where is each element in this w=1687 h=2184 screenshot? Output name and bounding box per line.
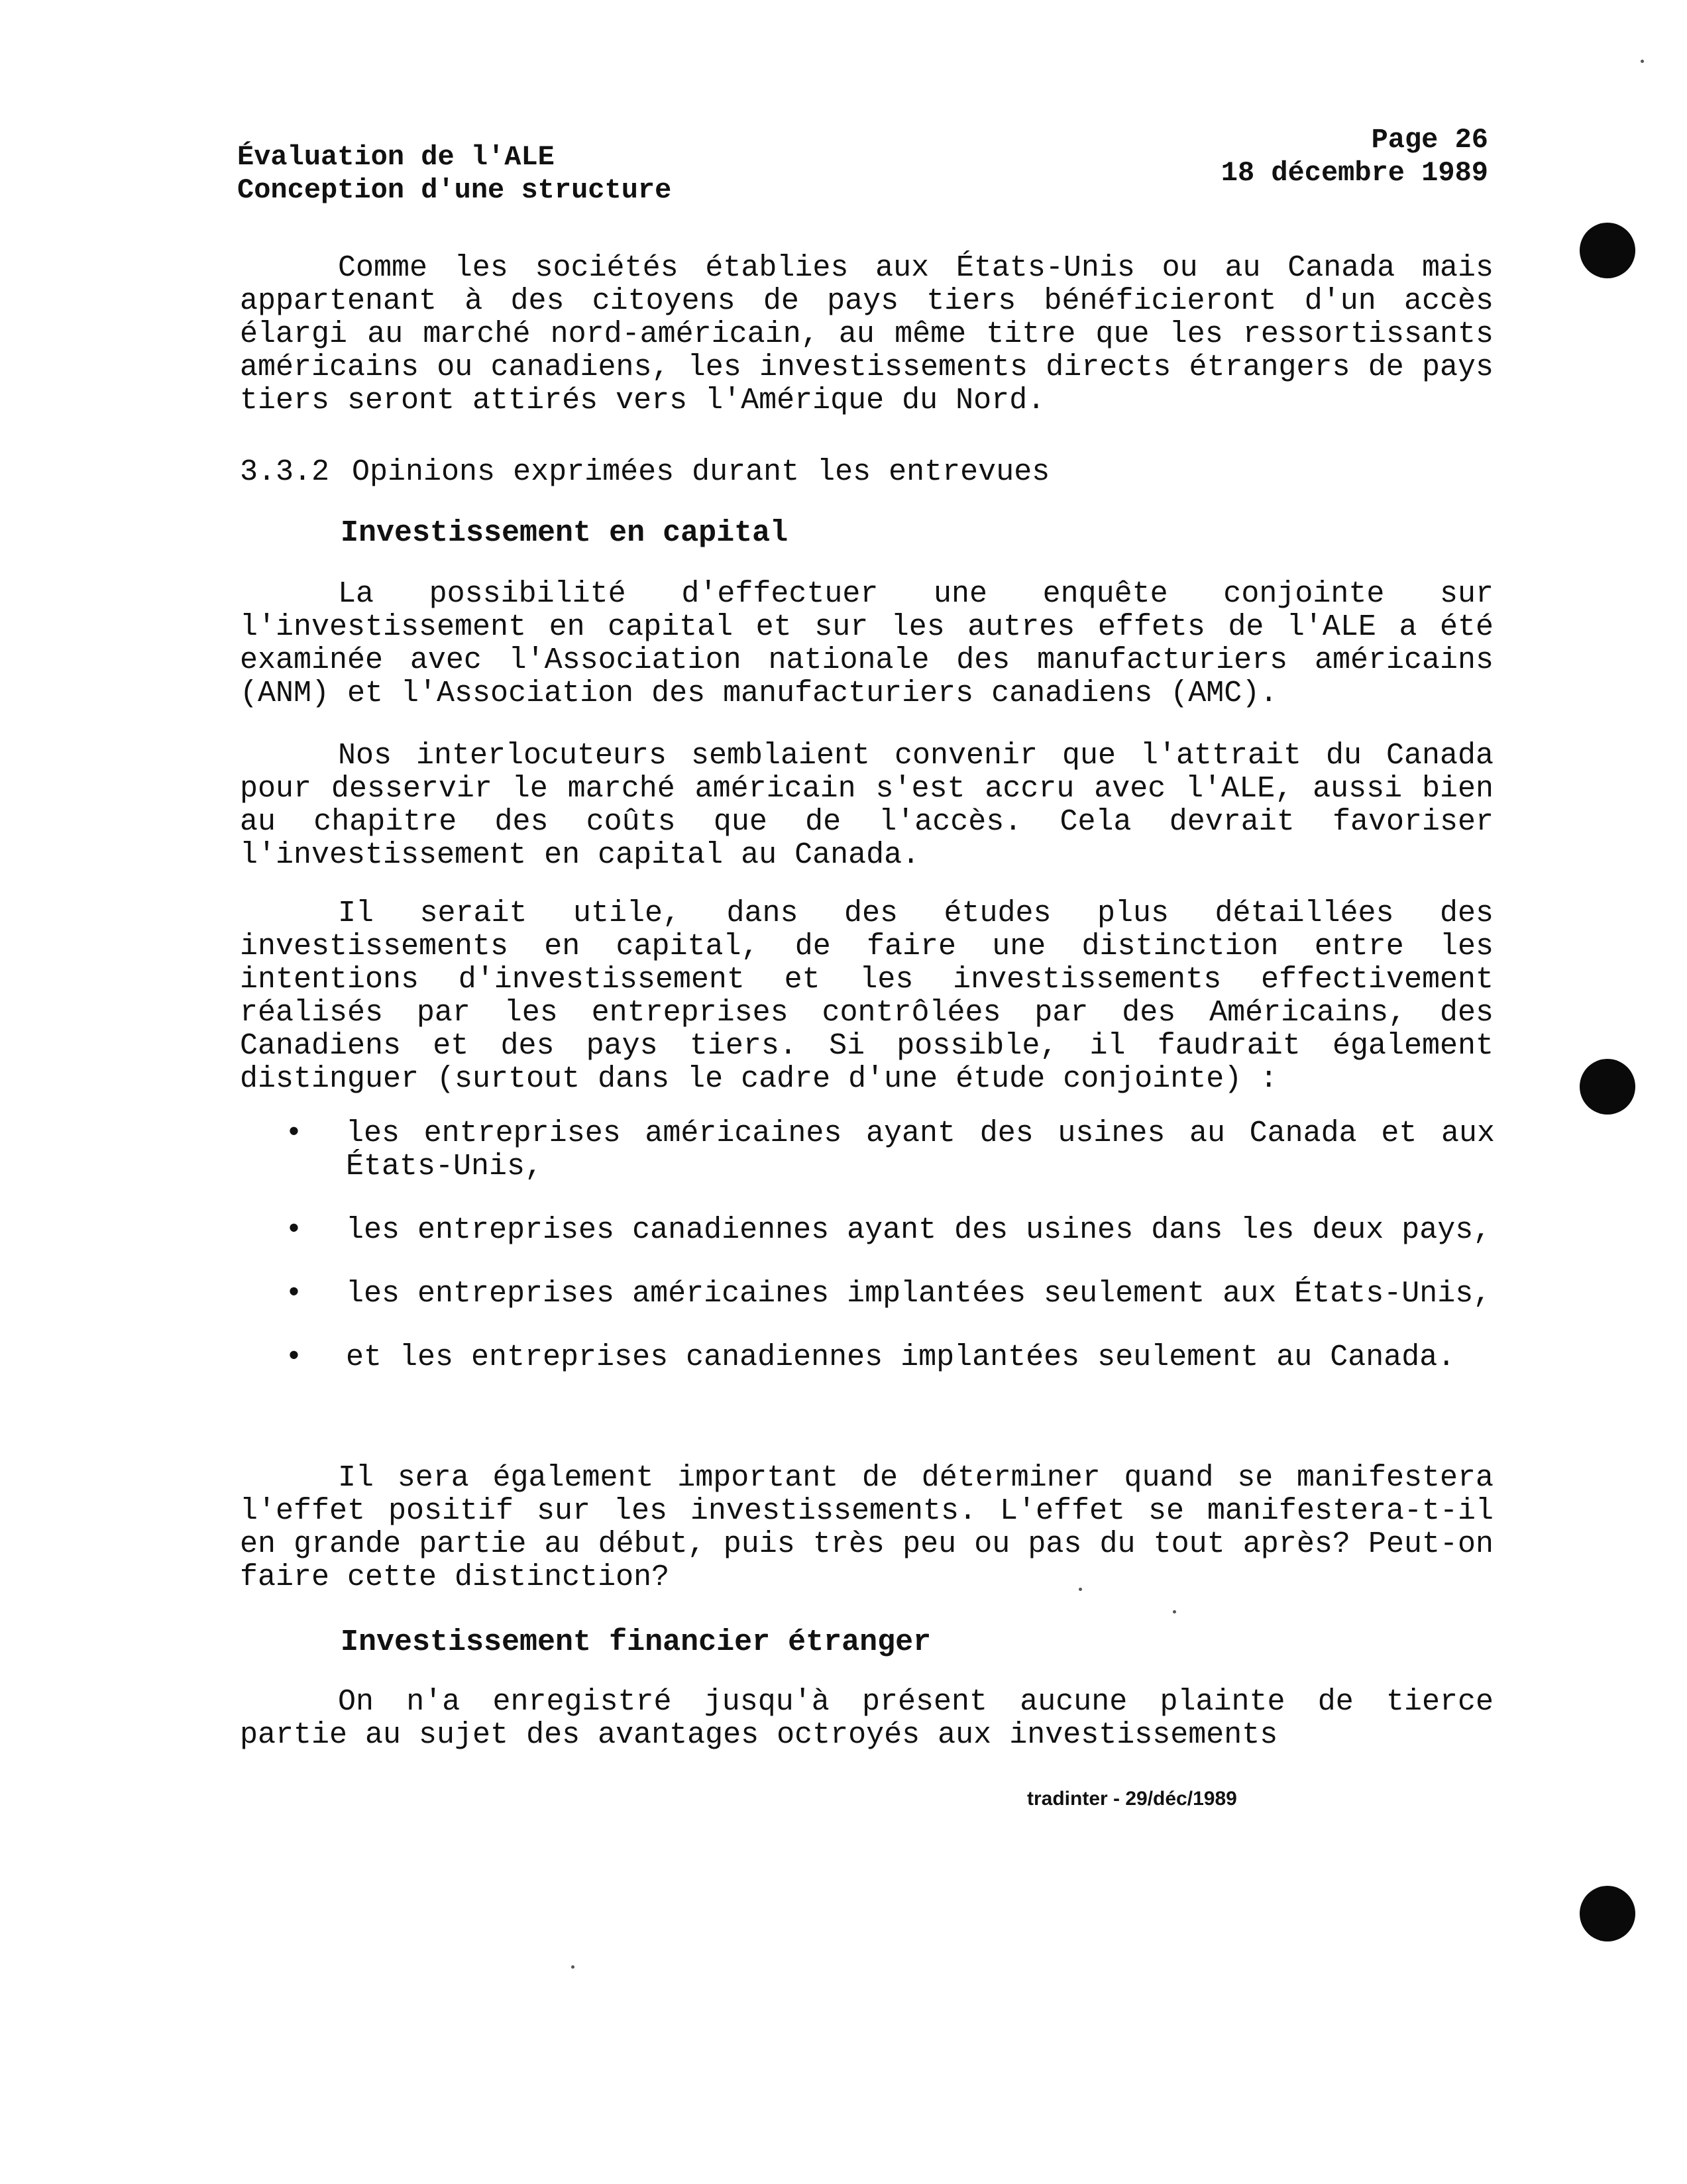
paragraph-effet: Il sera également important de déterminer quand se manifestera l'effet positif sur les investissements. L'effet se manifestera-t-il en grande partie au début, puis très peu ou pas du tout après? Peut-on faire cette distinction? <box>240 1461 1494 1594</box>
list-item <box>285 1341 1495 1374</box>
list-item <box>285 1214 1495 1247</box>
document-title: Évaluation de l'ALE <box>237 141 555 173</box>
document-header-left <box>237 140 671 207</box>
bullet-list <box>285 1117 1495 1374</box>
list-item-text: les entreprises canadiennes ayant des usines dans les deux pays, <box>346 1213 1492 1247</box>
list-item-text: et les entreprises canadiennes implantées seulement au Canada. <box>346 1340 1456 1374</box>
subheading-capital: Investissement en capital <box>341 516 789 550</box>
punch-hole <box>1580 1886 1635 1941</box>
bullet-marker: • <box>285 1277 303 1311</box>
scan-speck <box>1079 1588 1082 1591</box>
bullet-marker: • <box>285 1340 303 1374</box>
translator-stamp: tradinter - 29/déc/1989 <box>1027 1788 1237 1810</box>
paragraph-enquete: La possibilité d'effectuer une enquête conjointe sur l'investissement en capital et sur les autres effets de l'ALE a été examinée avec l'Association nationale des manufacturiers américains (ANM) et l'Association des manufacturiers canadiens (AMC). <box>240 577 1494 710</box>
list-item-text: les entreprises américaines implantées seulement aux États-Unis, <box>346 1277 1492 1311</box>
bullet-marker: • <box>285 1117 303 1150</box>
document-header-right <box>1221 123 1488 190</box>
punch-hole <box>1580 1059 1635 1115</box>
punch-hole <box>1580 223 1635 278</box>
intro-paragraph: Comme les sociétés établies aux États-Unis ou au Canada mais appartenant à des citoyens de pays tiers bénéficieront d'un accès élargi au marché nord-américain, au même titre que les ressortissants américains ou canadiens, les investissements directs étrangers de pays tiers seront attirés vers l'Amérique du Nord. <box>240 251 1494 417</box>
section-heading <box>240 456 1050 489</box>
scan-speck <box>1641 60 1644 63</box>
paragraph-utile: Il serait utile, dans des études plus détaillées des investissements en capital, de faire une distinction entre les intentions d'investissement et les investissements effectivement réalisés par les entreprises contrôlées par des Américains, des Canadiens et des pays tiers. Si possible, il faudrait également distinguer (surtout dans le cadre d'une étude conjointe) : <box>240 897 1494 1096</box>
paragraph-plainte: On n'a enregistré jusqu'à présent aucune plainte de tierce partie au sujet des avantages octroyés aux investissements <box>240 1685 1494 1752</box>
section-title: Opinions exprimées durant les entrevues <box>352 455 1050 489</box>
document-date: 18 décembre 1989 <box>1221 157 1488 189</box>
bullet-marker: • <box>285 1213 303 1247</box>
list-item-text: les entreprises américaines ayant des usines au Canada et aux États-Unis, <box>346 1117 1495 1183</box>
subheading-financier: Investissement financier étranger <box>341 1625 932 1659</box>
scan-speck <box>1173 1610 1176 1613</box>
list-item <box>285 1278 1495 1311</box>
section-number: 3.3.2 <box>240 455 330 489</box>
page-number: Page 26 <box>1371 124 1488 156</box>
document-subtitle: Conception d'une structure <box>237 174 672 206</box>
scan-speck <box>571 1965 574 1969</box>
paragraph-interlocuteurs: Nos interlocuteurs semblaient convenir que l'attrait du Canada pour desservir le marché américain s'est accru avec l'ALE, aussi bien au chapitre des coûts que de l'accès. Cela devrait favoriser l'investissement en capital au Canada. <box>240 739 1494 872</box>
list-item <box>285 1117 1495 1183</box>
